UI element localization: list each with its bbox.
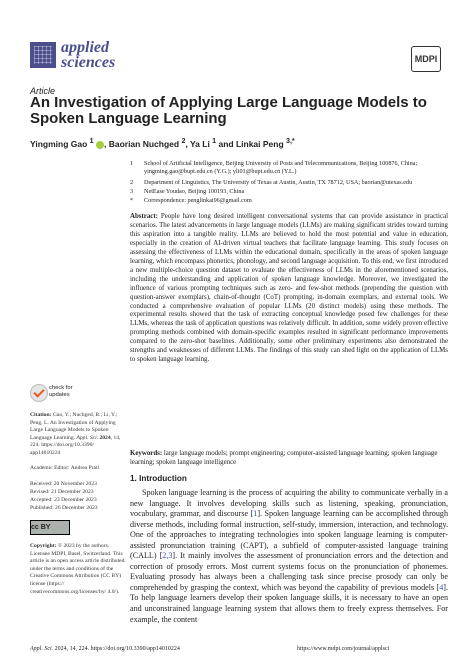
intro-text-2: ]. Spoken language learning can be accomplished through diverse methods, including formal instruction, self-study, immersion, interaction, and technology. One of the approaches to integrating technologies into spoken language learning is computer-assisted pronunciation training (CAPT), a subfield of computer-assisted language training (CALL) [ xyxy=(130,509,448,561)
affiliation-number: * xyxy=(130,197,134,204)
citation-link[interactable]: 4 xyxy=(439,582,444,592)
published-date: Published: 26 December 2023 xyxy=(30,505,98,511)
author-3-affil: 1 xyxy=(212,137,217,145)
citation-doi[interactable]: , 14, 224. https://doi.org/10.3390/ app14010224 xyxy=(30,434,121,456)
accepted-date: Accepted: 23 December 2023 xyxy=(30,497,97,503)
affiliation-text: NetEase Youdao, Beijing 100193, China xyxy=(144,188,245,195)
publisher-logo[interactable]: MDPI xyxy=(411,46,441,72)
affiliation-1 xyxy=(130,160,460,177)
author-3[interactable]: , Ya Li xyxy=(185,138,213,149)
revised-date: Revised: 21 December 2023 xyxy=(30,489,94,495)
affiliation-3 xyxy=(130,188,460,196)
author-4-affil: 3,* xyxy=(286,137,295,145)
abstract-text: People have long desired intelligent conversational systems that can provide assistance in practical scenarios. The latest advancements in large language models (LLMs) are making significant strides toward turning this aspiration into a tangible reality. LLMs are believed to hold the most potential and value in education, especially in the creation of AI-driven virtual teachers that facilitate language learning. This study focuses on assessing the effectiveness of LLMs within the educational domain, specifically in the areas of spoken language learning, which encompass phonetics, phonology, and second language acquisition. To this end, we first introduced a new multiple-choice question dataset to evaluate the effectiveness of LLMs in the aforementioned scenarios, including the understanding and application of spoken language knowledge. Moreover, we investigated the influence of various prompting techniques such as zero- and few-shot methods (prepending the question with question-answer exemplars), chain-of-thought (CoT) prompting, in-domain exemplars, and external tools. We conducted a comprehensive evaluation of popular LLMs (20 distinct models) using these methods. The experimental results showed that the task of extracting conceptual knowledge posed few challenges for these LLMs, whereas the task of application questions was relatively difficult. In addition, some widely proven effective prompting methods combined with domain-specific examples resulted in significant performance improvements compared to the zero-shot baselines. Additionally, some other preliminary experiments also demonstrated the strengths and weaknesses of different LLMs. The findings of this study can shed light on the application of LLMs to spoken language learning. xyxy=(130,213,448,364)
author-list xyxy=(30,137,295,149)
author-2[interactable]: , Baorian Nuchged xyxy=(103,138,182,149)
keywords xyxy=(130,450,448,468)
affiliation-text: School of Artificial Intelligence, Beijing University of Posts and Telecommunications, Beijing 100876, China; yingming.gao@bupt.edu.cn (Y.G.); yli01@bupt.edu.cn (Y.L.) xyxy=(144,160,418,176)
intro-text-3: ]. It mainly involves the assessment of pronunciation errors and the detection and correction of prosody errors. Most current systems focus on the pronunciation of phonemes. Evaluating prosody has always been a challenging task since precise prosody can only be comprehended by grasping the context, which was beyond the capability of previous models [ xyxy=(130,551,448,592)
intro-text-1: Spoken language learning is the process of acquiring the ability to communicate verbally in a new language. It involves developing skills such as listening, speaking, pronunciation, vocabulary, grammar, and discourse [ xyxy=(130,488,448,519)
citation-text: Gao, Y.; Nuchged, B.; Li, Y.; Peng, L. An Investigation of Applying Large Language Models to Spoken Language Learning. xyxy=(30,412,118,441)
footer-journal: Appl. Sci. xyxy=(30,646,54,652)
author-2-affil: 2 xyxy=(181,137,186,145)
copyright-text: © 2023 by the authors. Licensee MDPI, Basel, Switzerland. This article is an open access article distributed under the terms and conditions of the Creative Commons Attribution (CC BY) license (https:// creativecommons.org/licenses/by/ 4.0/). xyxy=(30,543,125,595)
affiliation-text: Department of Linguistics, The University of Texas at Austin, Austin, TX 78712, USA; baorian@utexas.edu xyxy=(144,179,413,186)
citation-link[interactable]: 2,3 xyxy=(162,551,173,561)
academic-editor: Academic Editor: Andrea Prati xyxy=(30,465,100,471)
footer-citation[interactable] xyxy=(30,646,180,652)
section-heading: 1. Introduction xyxy=(130,474,187,483)
affiliation-2 xyxy=(130,179,460,187)
keywords-label: Keywords: xyxy=(130,450,163,457)
keywords-text: large language models; prompt engineering; computer-assisted language learning; spoken language learning; spoken language intelligence xyxy=(130,450,438,466)
citation-year: 2024 xyxy=(98,434,111,441)
citation-link[interactable]: 1 xyxy=(253,509,258,519)
copyright-label: Copyright: xyxy=(30,543,57,549)
abstract xyxy=(130,213,448,365)
journal-name-line2: sciences xyxy=(61,54,116,71)
check-line-2: updates xyxy=(49,392,70,398)
copyright-block xyxy=(30,543,125,596)
correspondence xyxy=(130,197,460,205)
footer-doi: 2024, 14, 224. https://doi.org/10.3390/app14010224 xyxy=(53,646,180,652)
affiliation-number: 3 xyxy=(130,188,134,195)
article-title: An Investigation of Applying Large Language Models to Spoken Language Learning xyxy=(30,94,427,127)
abstract-label: Abstract: xyxy=(130,213,158,220)
author-1[interactable]: Yingming Gao xyxy=(30,138,90,149)
affiliation-number: 2 xyxy=(130,179,134,186)
check-for-updates-label[interactable] xyxy=(49,385,73,399)
check-for-updates-icon[interactable] xyxy=(30,384,48,402)
citation-label: Citation: xyxy=(30,412,52,418)
introduction-body xyxy=(130,488,448,625)
author-4[interactable]: and Linkai Peng xyxy=(216,138,287,149)
citation-journal: Appl. Sci. xyxy=(76,434,99,441)
cc-by-license-icon[interactable] xyxy=(30,520,70,535)
orcid-icon[interactable] xyxy=(96,141,104,149)
author-1-affil: 1 xyxy=(89,137,94,145)
received-date: Received: 20 November 2023 xyxy=(30,481,97,487)
journal-name-line1: applied xyxy=(61,39,109,56)
journal-logo-icon xyxy=(30,42,56,68)
citation-block xyxy=(30,412,125,458)
cc-logo-text: cc BY xyxy=(31,524,51,531)
intro-paragraph xyxy=(130,488,448,625)
affiliation-text: Correspondence: penglinkai96@gmail.com xyxy=(144,197,252,204)
affiliation-number: 1 xyxy=(130,160,134,167)
footer-journal-url[interactable]: https://www.mdpi.com/journal/applsci xyxy=(297,646,390,652)
check-line-1: check for xyxy=(49,385,73,391)
article-type: Article xyxy=(30,86,56,96)
intro-text-4: ]. To help language learners develop their spoken language skills, it is necessary to have an open and unconstrained language learning system that allows them to freely express themselves. For example, the content xyxy=(130,582,448,624)
journal-name[interactable] xyxy=(61,40,115,70)
